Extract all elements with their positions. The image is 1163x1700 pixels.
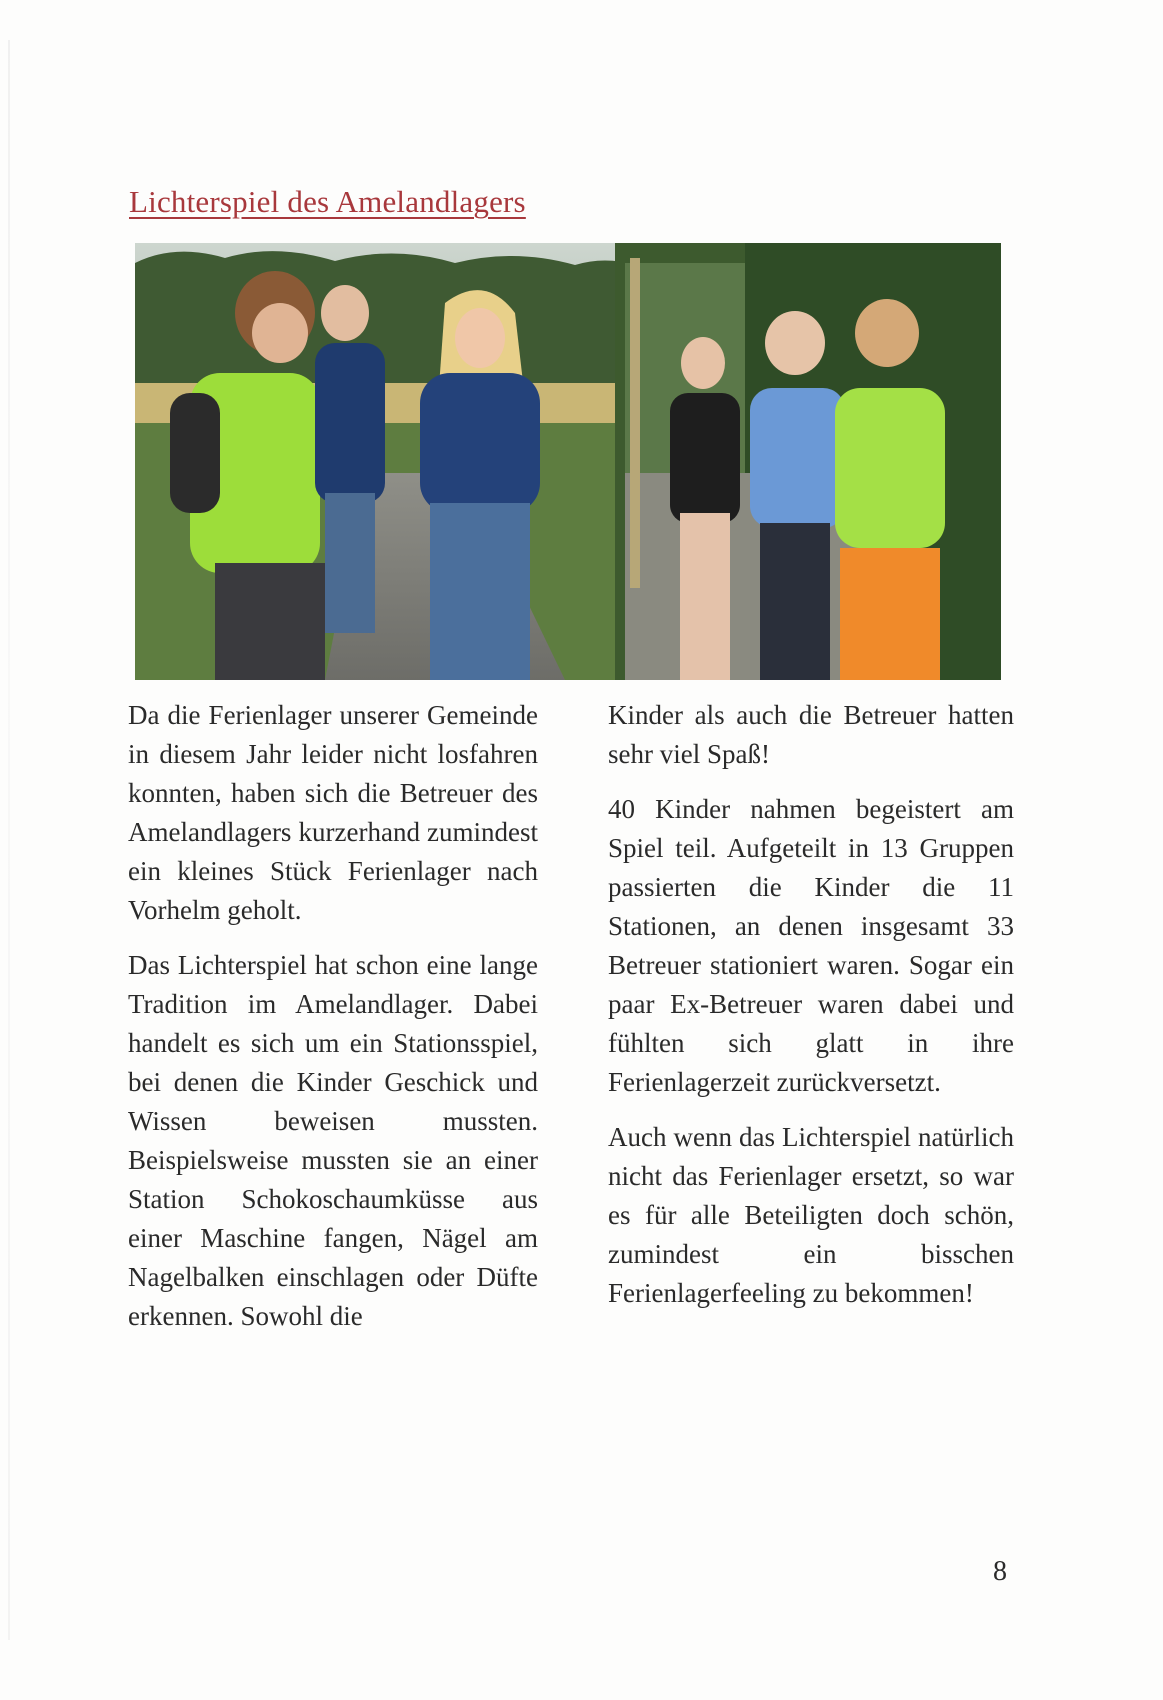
paragraph: Das Lichterspiel hat schon eine lange Tradition im Amelandlager. Dabei handelt es sich um ein Stationsspiel, bei denen die Kinder Geschick und Wissen beweisen mussten. Beispielsweise mussten sie an einer Station Schokoschaumküsse aus einer Maschine fangen, Nägel am Nagelbalken einschlagen oder Düfte erkennen. Sowohl die <box>128 950 538 1331</box>
paragraph: Kinder als auch die Betreuer hatten sehr viel Spaß! <box>608 700 1014 769</box>
paragraph: Auch wenn das Lichterspiel natürlich nicht das Ferienlager ersetzt, so war es für alle Beteiligten doch schön, zumindest ein bisschen Ferienlagerfeeling zu bekommen! <box>608 1122 1014 1308</box>
scan-edge-decoration <box>8 40 10 1640</box>
paragraph: Da die Ferienlager unserer Gemeinde in diesem Jahr leider nicht losfahren konnten, haben sich die Betreuer des Amelandlagers kurzerhand zumindest ein kleines Stück Ferienlager nach Vorhelm geholt. <box>128 700 538 925</box>
article-title: Lichterspiel des Amelandlagers <box>129 184 526 219</box>
group-photo-icon <box>135 243 1001 680</box>
article-photo <box>135 243 1001 680</box>
text-column-right <box>608 696 1014 1329</box>
paragraph: 40 Kinder nahmen begeistert am Spiel teil. Aufgeteilt in 13 Gruppen passierten die Kinder die 11 Stationen, an denen insgesamt 33 Betreuer stationiert waren. Sogar ein paar Ex-Betreuer waren dabei und fühlten sich glatt in ihre Ferienlagerzeit zurückversetzt. <box>608 794 1014 1097</box>
page-number: 8 <box>993 1556 1007 1587</box>
text-column-left <box>128 696 538 1352</box>
